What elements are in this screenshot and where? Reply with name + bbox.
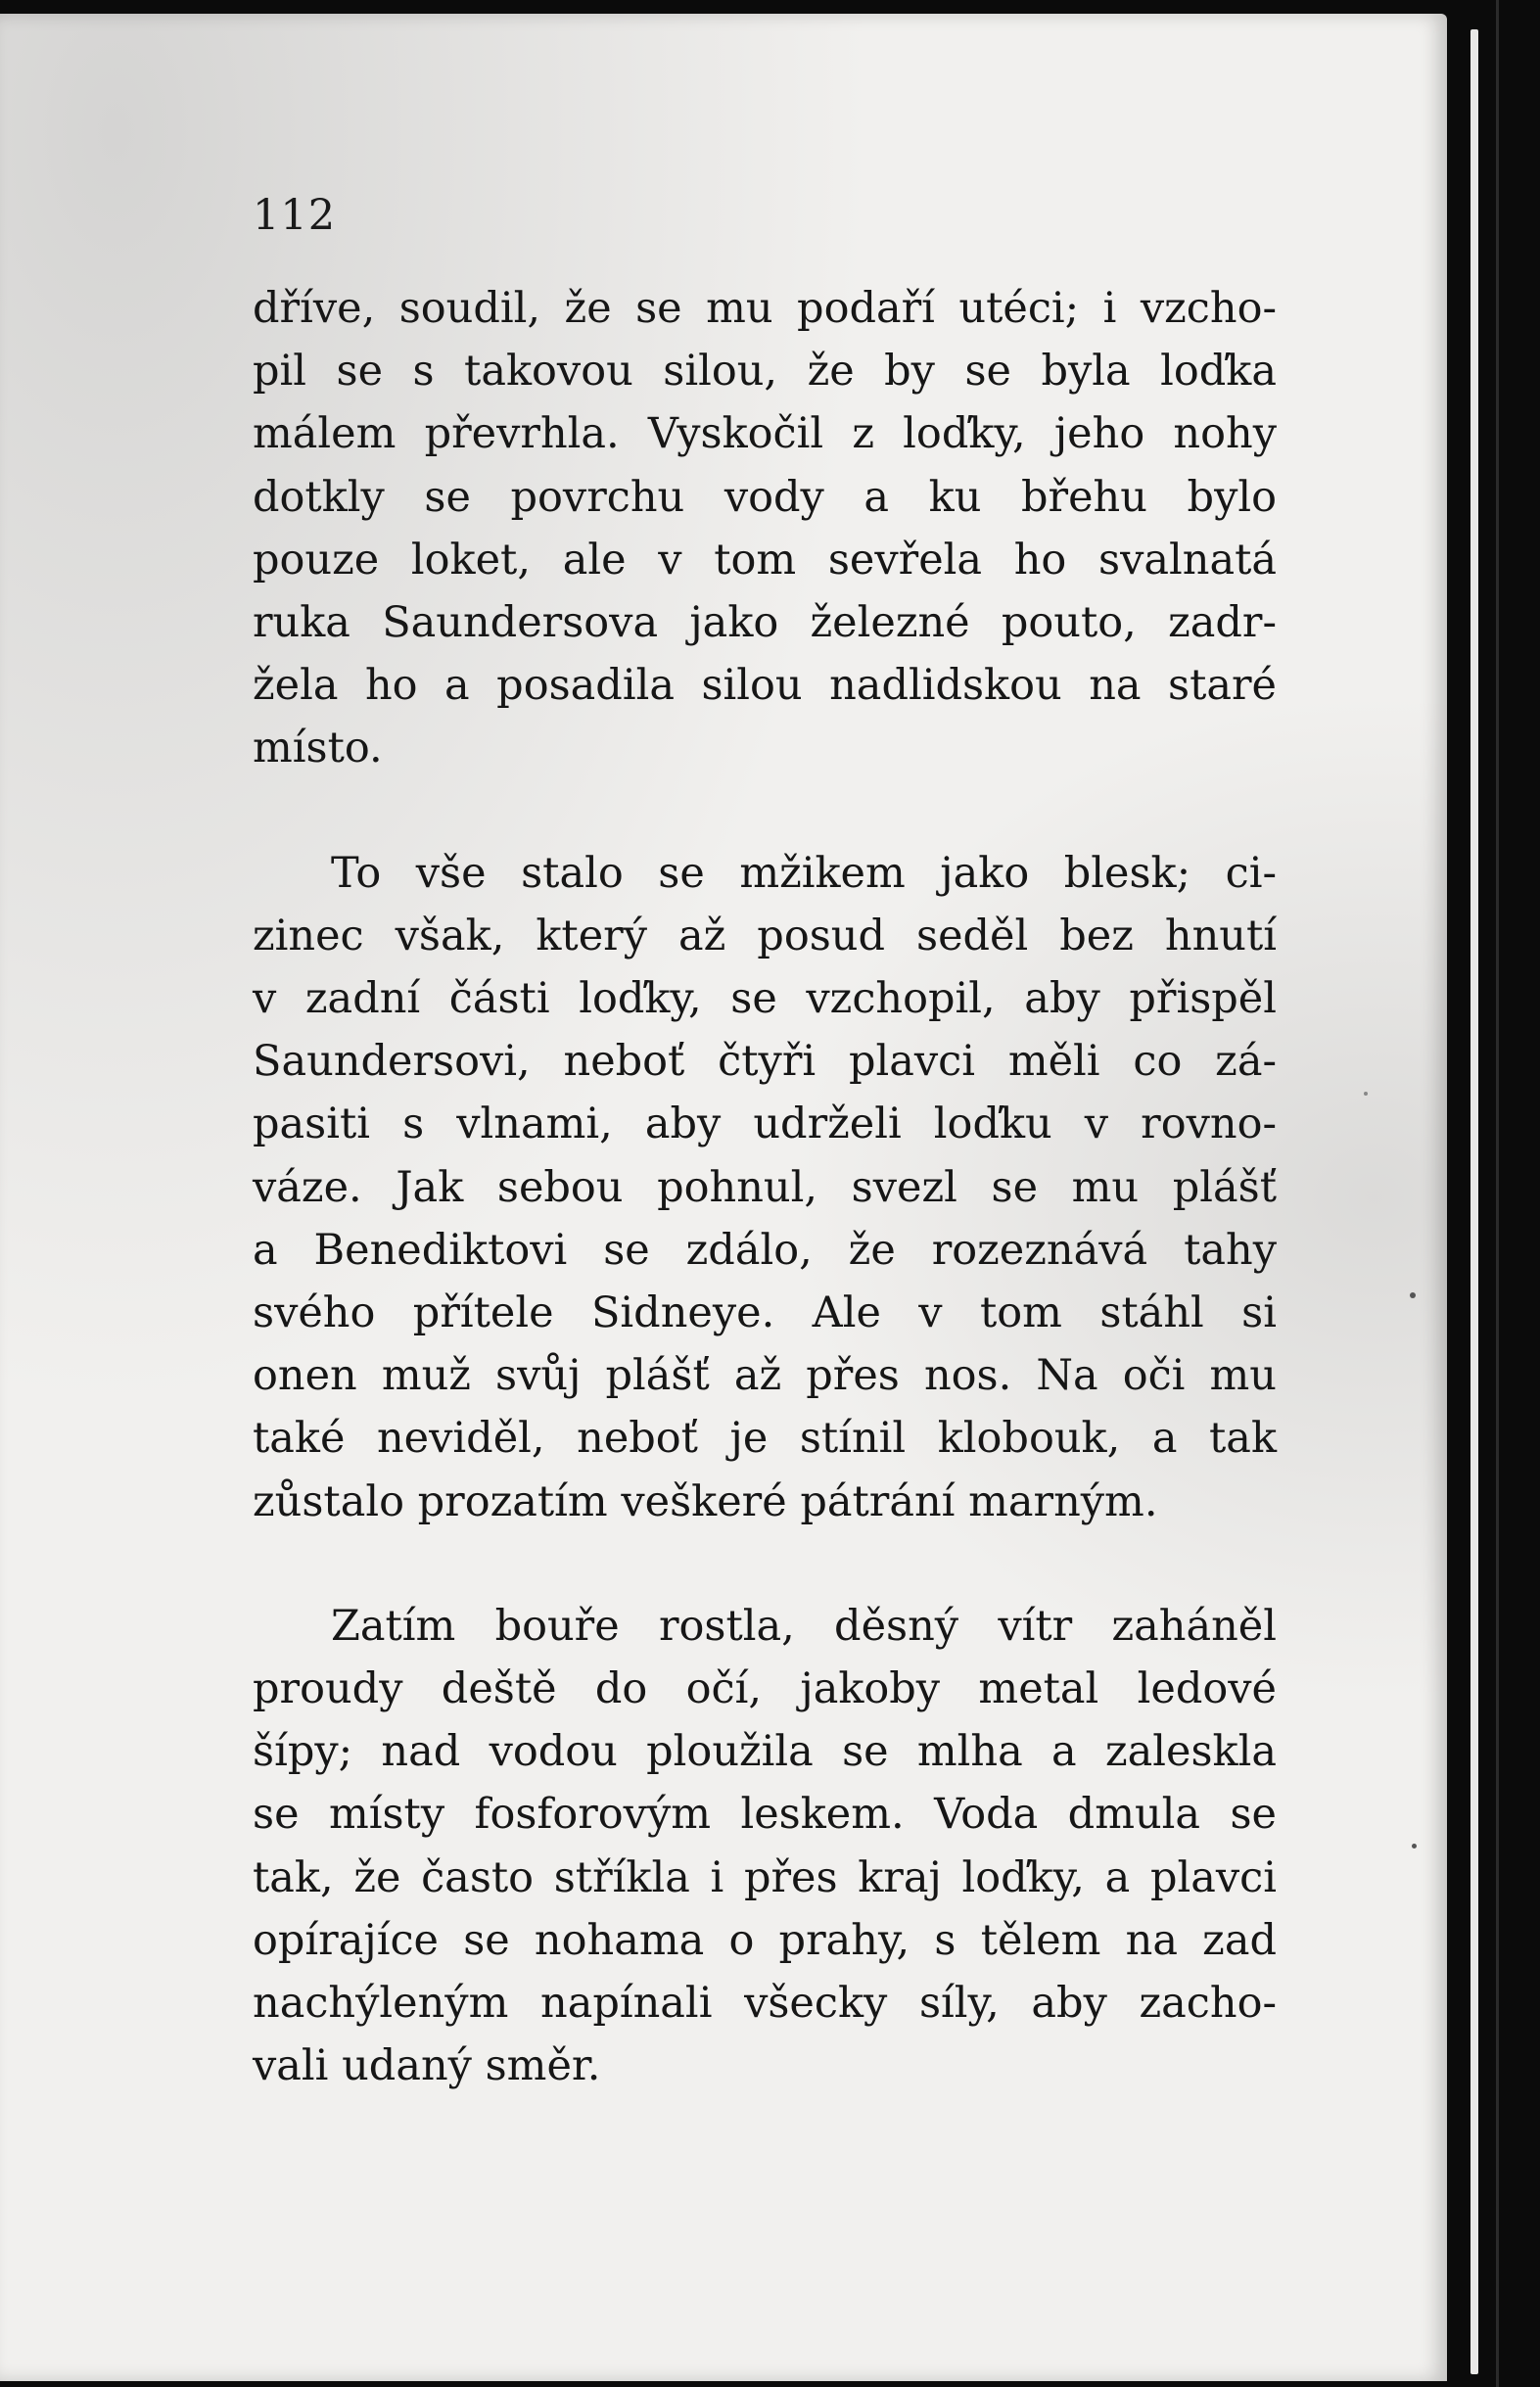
text-line: tak, že často stříkla i přes kraj loďky, a plavci xyxy=(253,1852,1277,1902)
text-line: zůstalo prozatím veškeré pátrání marným. xyxy=(253,1476,1158,1526)
text-line: místo. xyxy=(253,724,383,773)
text-line: proudy deště do očí, jakoby metal ledové xyxy=(253,1664,1277,1714)
text-line: Zatím bouře rostla, děsný vítr zaháněl xyxy=(331,1601,1277,1651)
text-line: nachýleným napínali všecky síly, aby zacho- xyxy=(253,1979,1277,2029)
text-line: Saundersovi, neboť čtyři plavci měli co zá- xyxy=(253,1037,1277,1087)
text-line: svého přítele Sidneye. Ale v tom stáhl si xyxy=(253,1288,1277,1338)
text-line: v zadní části loďky, se vzchopil, aby přispěl xyxy=(253,974,1277,1024)
text-line: také neviděl, neboť je stínil klobouk, a tak xyxy=(253,1414,1277,1464)
text-line: dotkly se povrchu vody a ku břehu bylo xyxy=(253,472,1277,522)
page-number: 112 xyxy=(253,191,337,240)
text-line: pil se s takovou silou, že by se byla loďka xyxy=(253,347,1277,397)
body-text xyxy=(253,277,1277,2097)
page-edge xyxy=(1470,29,1478,2374)
text-line: opírajíce se nohama o prahy, s tělem na zad xyxy=(253,1915,1277,1965)
text-line: pasiti s vlnami, aby udrželi loďku v rovno- xyxy=(253,1100,1277,1149)
text-line: zinec však, který až posud seděl bez hnutí xyxy=(253,911,1277,960)
text-line: šípy; nad vodou ploužila se mlha a zaleskla xyxy=(253,1727,1277,1777)
paragraph xyxy=(253,1595,1277,2098)
text-line: vali udaný směr. xyxy=(253,2041,601,2091)
paper-speck xyxy=(1412,1844,1417,1849)
scan-border xyxy=(1496,0,1499,2387)
text-line: málem převrhla. Vyskočil z loďky, jeho nohy xyxy=(253,409,1277,459)
paragraph xyxy=(253,842,1277,1533)
text-line: onen muž svůj plášť až přes nos. Na oči mu xyxy=(253,1351,1277,1401)
text-line: žela ho a posadila silou nadlidskou na staré xyxy=(253,661,1277,711)
paper-speck xyxy=(1364,1092,1368,1096)
text-line: se místy fosforovým leskem. Voda dmula se xyxy=(253,1790,1277,1840)
paper-speck xyxy=(1410,1292,1416,1298)
text-line: To vše stalo se mžikem jako blesk; ci- xyxy=(331,848,1277,898)
text-line: ruka Saundersova jako železné pouto, zadr- xyxy=(253,598,1277,648)
text-line: pouze loket, ale v tom sevřela ho svalnatá xyxy=(253,535,1277,585)
paragraph xyxy=(253,277,1277,780)
text-line: váze. Jak sebou pohnul, svezl se mu plášť xyxy=(253,1162,1277,1212)
text-line: a Benediktovi se zdálo, že rozeznává tahy xyxy=(253,1225,1277,1275)
text-line: dříve, soudil, že se mu podaří utéci; i vzcho- xyxy=(253,284,1277,333)
